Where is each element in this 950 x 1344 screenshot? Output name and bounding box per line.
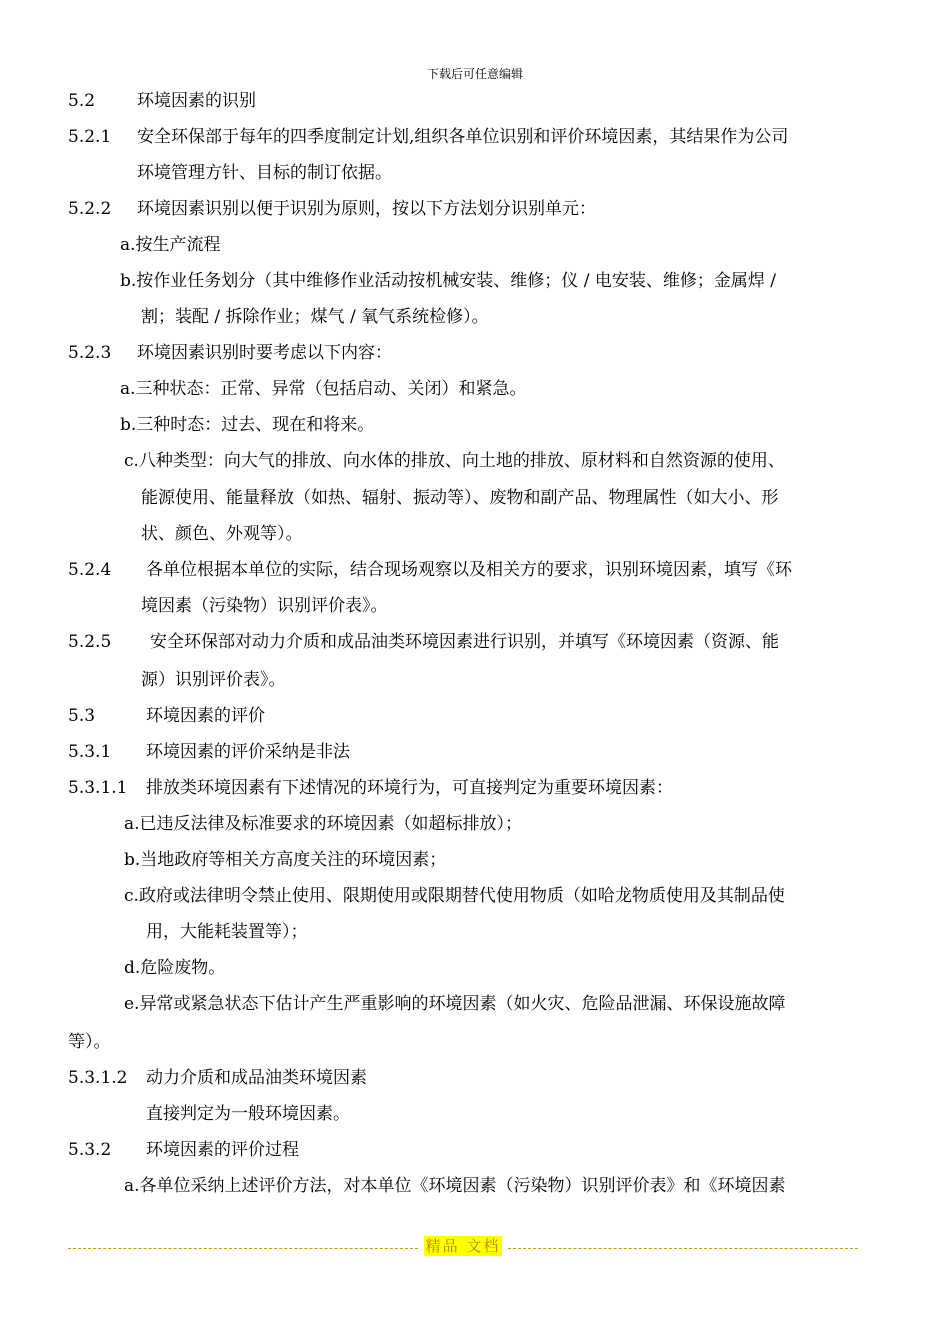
footer-label: 精品 文档: [425, 1237, 501, 1255]
footer-divider-right: [508, 1248, 858, 1249]
page-footer: [68, 1236, 858, 1256]
page-header: 下载后可任意编辑: [426, 67, 523, 81]
footer-divider-left: [68, 1248, 418, 1249]
